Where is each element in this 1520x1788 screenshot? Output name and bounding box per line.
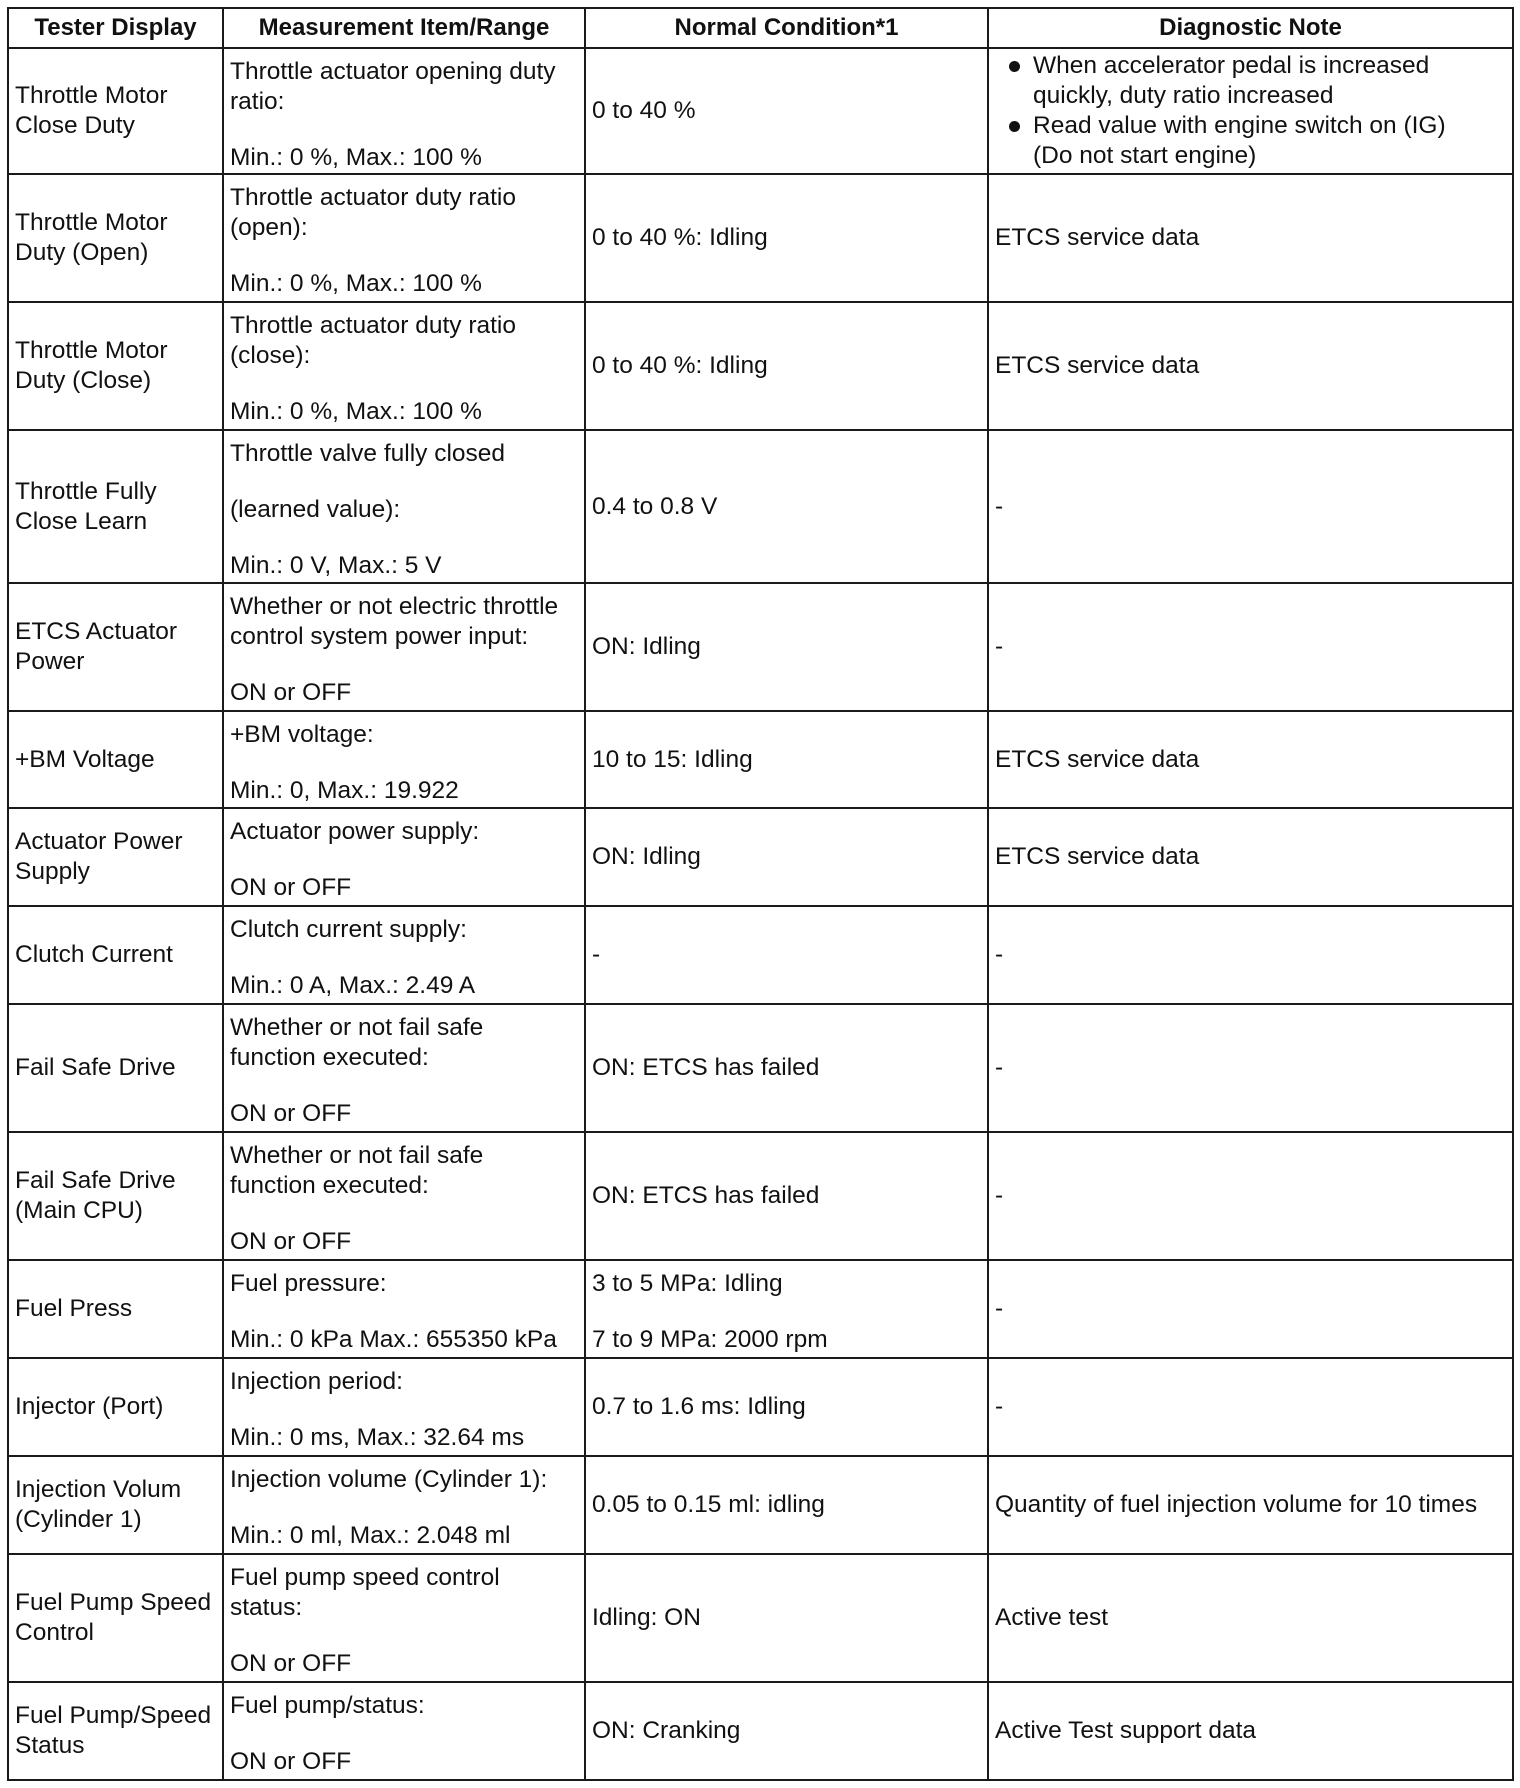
header-tester-display: Tester Display — [8, 8, 223, 48]
tester-display-cell: Fuel Press — [8, 1260, 223, 1358]
measurement-cell: Actuator power supply: ON or OFF — [223, 808, 585, 906]
data-list-table — [7, 7, 1514, 1781]
diagnostic-note-cell: ETCS service data — [988, 302, 1513, 430]
normal-condition-cell: 0 to 40 %: Idling — [585, 302, 988, 430]
normal-condition-cell: 0 to 40 % — [585, 48, 988, 174]
table-row — [8, 808, 1513, 906]
tester-display-cell: Throttle Fully Close Learn — [8, 430, 223, 583]
diagnostic-note-cell: - — [988, 906, 1513, 1004]
table-row — [8, 711, 1513, 808]
normal-condition-cell: Idling: ON — [585, 1554, 988, 1682]
header-diagnostic-note: Diagnostic Note — [988, 8, 1513, 48]
tester-display-cell: ETCS Actuator Power — [8, 583, 223, 711]
measurement-cell: Fuel pressure: Min.: 0 kPa Max.: 655350 kPa — [223, 1260, 585, 1358]
measurement-cell: Injection volume (Cylinder 1): Min.: 0 ml, Max.: 2.048 ml — [223, 1456, 585, 1554]
tester-display-cell: Fuel Pump/Speed Status — [8, 1682, 223, 1780]
tester-display-cell: +BM Voltage — [8, 711, 223, 808]
normal-condition-cell: ON: ETCS has failed — [585, 1004, 988, 1132]
measurement-cell: Whether or not fail safe function executed: ON or OFF — [223, 1132, 585, 1260]
diagnostic-note-cell: ETCS service data — [988, 174, 1513, 302]
table-row — [8, 906, 1513, 1004]
diagnostic-note-cell — [988, 48, 1513, 174]
header-measurement-item: Measurement Item/Range — [223, 8, 585, 48]
list-item: When accelerator pedal is increased quickly, duty ratio increased — [995, 51, 1506, 111]
measurement-cell: Injection period: Min.: 0 ms, Max.: 32.64 ms — [223, 1358, 585, 1456]
measurement-cell: Throttle actuator opening duty ratio: Min.: 0 %, Max.: 100 % — [223, 48, 585, 174]
table-header-row — [8, 8, 1513, 48]
normal-condition-cell: ON: ETCS has failed — [585, 1132, 988, 1260]
measurement-cell: Fuel pump/status: ON or OFF — [223, 1682, 585, 1780]
table-row — [8, 1358, 1513, 1456]
table-row — [8, 430, 1513, 583]
normal-condition-cell: 0 to 40 %: Idling — [585, 174, 988, 302]
normal-condition-cell: - — [585, 906, 988, 1004]
normal-condition-cell: ON: Idling — [585, 583, 988, 711]
normal-condition-cell: 10 to 15: Idling — [585, 711, 988, 808]
note-bullet-list — [995, 51, 1506, 171]
tester-display-cell: Throttle Motor Duty (Close) — [8, 302, 223, 430]
table-row — [8, 1682, 1513, 1780]
tester-display-cell: Injection Volum (Cylinder 1) — [8, 1456, 223, 1554]
diagnostic-note-cell: Quantity of fuel injection volume for 10 times — [988, 1456, 1513, 1554]
table-row — [8, 1554, 1513, 1682]
normal-condition-cell: 3 to 5 MPa: Idling 7 to 9 MPa: 2000 rpm — [585, 1260, 988, 1358]
diagnostic-note-cell: Active Test support data — [988, 1682, 1513, 1780]
diagnostic-note-cell: - — [988, 1358, 1513, 1456]
diagnostic-note-cell: ETCS service data — [988, 808, 1513, 906]
measurement-cell: Whether or not fail safe function executed: ON or OFF — [223, 1004, 585, 1132]
measurement-cell: Throttle actuator duty ratio (close): Min.: 0 %, Max.: 100 % — [223, 302, 585, 430]
diagnostic-note-cell: - — [988, 1004, 1513, 1132]
measurement-cell: Whether or not electric throttle control system power input: ON or OFF — [223, 583, 585, 711]
diagnostic-note-cell: - — [988, 1132, 1513, 1260]
tester-display-cell: Injector (Port) — [8, 1358, 223, 1456]
table-row — [8, 1004, 1513, 1132]
measurement-cell: +BM voltage: Min.: 0, Max.: 19.922 — [223, 711, 585, 808]
normal-condition-cell: ON: Cranking — [585, 1682, 988, 1780]
tester-display-cell: Fail Safe Drive (Main CPU) — [8, 1132, 223, 1260]
tester-display-cell: Fail Safe Drive — [8, 1004, 223, 1132]
normal-condition-cell: ON: Idling — [585, 808, 988, 906]
diagnostic-note-cell: - — [988, 430, 1513, 583]
tester-display-cell: Clutch Current — [8, 906, 223, 1004]
normal-condition-cell: 0.7 to 1.6 ms: Idling — [585, 1358, 988, 1456]
diagnostic-note-cell: ETCS service data — [988, 711, 1513, 808]
table-row — [8, 1456, 1513, 1554]
tester-display-cell: Throttle Motor Close Duty — [8, 48, 223, 174]
table-row — [8, 1260, 1513, 1358]
header-normal-condition: Normal Condition*1 — [585, 8, 988, 48]
table-row — [8, 583, 1513, 711]
tester-display-cell: Fuel Pump Speed Control — [8, 1554, 223, 1682]
list-item: Read value with engine switch on (IG) (Do not start engine) — [995, 111, 1506, 171]
tester-display-cell: Throttle Motor Duty (Open) — [8, 174, 223, 302]
table-row — [8, 1132, 1513, 1260]
table-row — [8, 48, 1513, 174]
normal-condition-cell: 0.05 to 0.15 ml: idling — [585, 1456, 988, 1554]
diagnostic-note-cell: - — [988, 583, 1513, 711]
table-row — [8, 302, 1513, 430]
diagnostic-note-cell: Active test — [988, 1554, 1513, 1682]
measurement-cell: Throttle valve fully closed (learned value): Min.: 0 V, Max.: 5 V — [223, 430, 585, 583]
measurement-cell: Fuel pump speed control status: ON or OFF — [223, 1554, 585, 1682]
table-row — [8, 174, 1513, 302]
measurement-cell: Clutch current supply: Min.: 0 A, Max.: 2.49 A — [223, 906, 585, 1004]
normal-condition-cell: 0.4 to 0.8 V — [585, 430, 988, 583]
measurement-cell: Throttle actuator duty ratio (open): Min.: 0 %, Max.: 100 % — [223, 174, 585, 302]
diagnostic-note-cell: - — [988, 1260, 1513, 1358]
tester-display-cell: Actuator Power Supply — [8, 808, 223, 906]
